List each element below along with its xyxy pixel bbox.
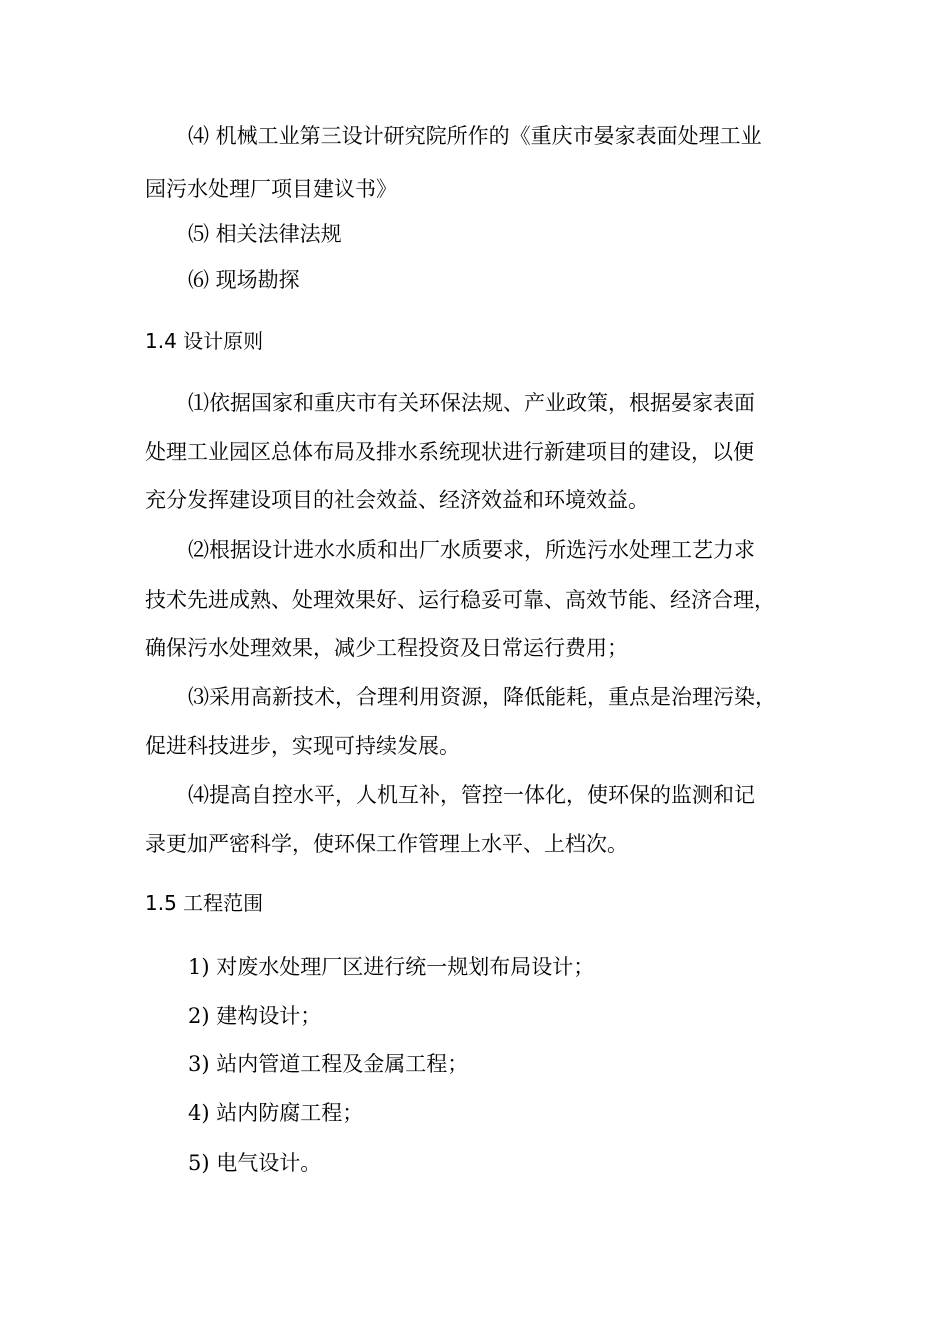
principle-1-line-2: 处理工业园区总体布局及排水系统现状进行新建项目的建设，以便 <box>145 440 754 464</box>
section-heading-project-scope: 1.5 工程范围 <box>145 891 264 915</box>
principle-4-line-2: 录更加严密科学，使环保工作管理上水平、上档次。 <box>145 832 628 856</box>
scope-item-5: 5) 电气设计。 <box>188 1151 322 1175</box>
scope-item-2: 2) 建构设计； <box>188 1004 322 1028</box>
principle-3-line-1: ⑶采用高新技术，合理利用资源，降低能耗，重点是治理污染， <box>188 685 776 709</box>
scope-item-4: 4) 站内防腐工程； <box>188 1101 364 1125</box>
principle-4-line-1: ⑷提高自控水平，人机互补，管控一体化，使环保的监测和记 <box>188 783 755 807</box>
principle-2-line-3: 确保污水处理效果，减少工程投资及日常运行费用； <box>145 636 628 660</box>
reference-item-5: ⑸ 相关法律法规 <box>188 222 342 246</box>
principle-3-line-2: 促进科技进步，实现可持续发展。 <box>145 734 460 758</box>
principle-1-line-1: ⑴依据国家和重庆市有关环保法规、产业政策，根据晏家表面 <box>188 391 755 415</box>
principle-2-line-2: 技术先进成熟、处理效果好、运行稳妥可靠、高效节能、经济合理， <box>145 588 775 612</box>
section-heading-design-principles: 1.4 设计原则 <box>145 329 264 353</box>
reference-item-4-line-2: 园污水处理厂项目建议书》 <box>145 177 397 201</box>
scope-item-1: 1) 对废水处理厂区进行统一规划布局设计； <box>188 955 595 979</box>
scope-item-3: 3) 站内管道工程及金属工程； <box>188 1052 469 1076</box>
reference-item-4-line-1: ⑷ 机械工业第三设计研究院所作的《重庆市晏家表面处理工业 <box>188 124 762 148</box>
principle-1-line-3: 充分发挥建设项目的社会效益、经济效益和环境效益。 <box>145 488 649 512</box>
reference-item-6: ⑹ 现场勘探 <box>188 268 300 292</box>
principle-2-line-1: ⑵根据设计进水水质和出厂水质要求，所选污水处理工艺力求 <box>188 538 755 562</box>
